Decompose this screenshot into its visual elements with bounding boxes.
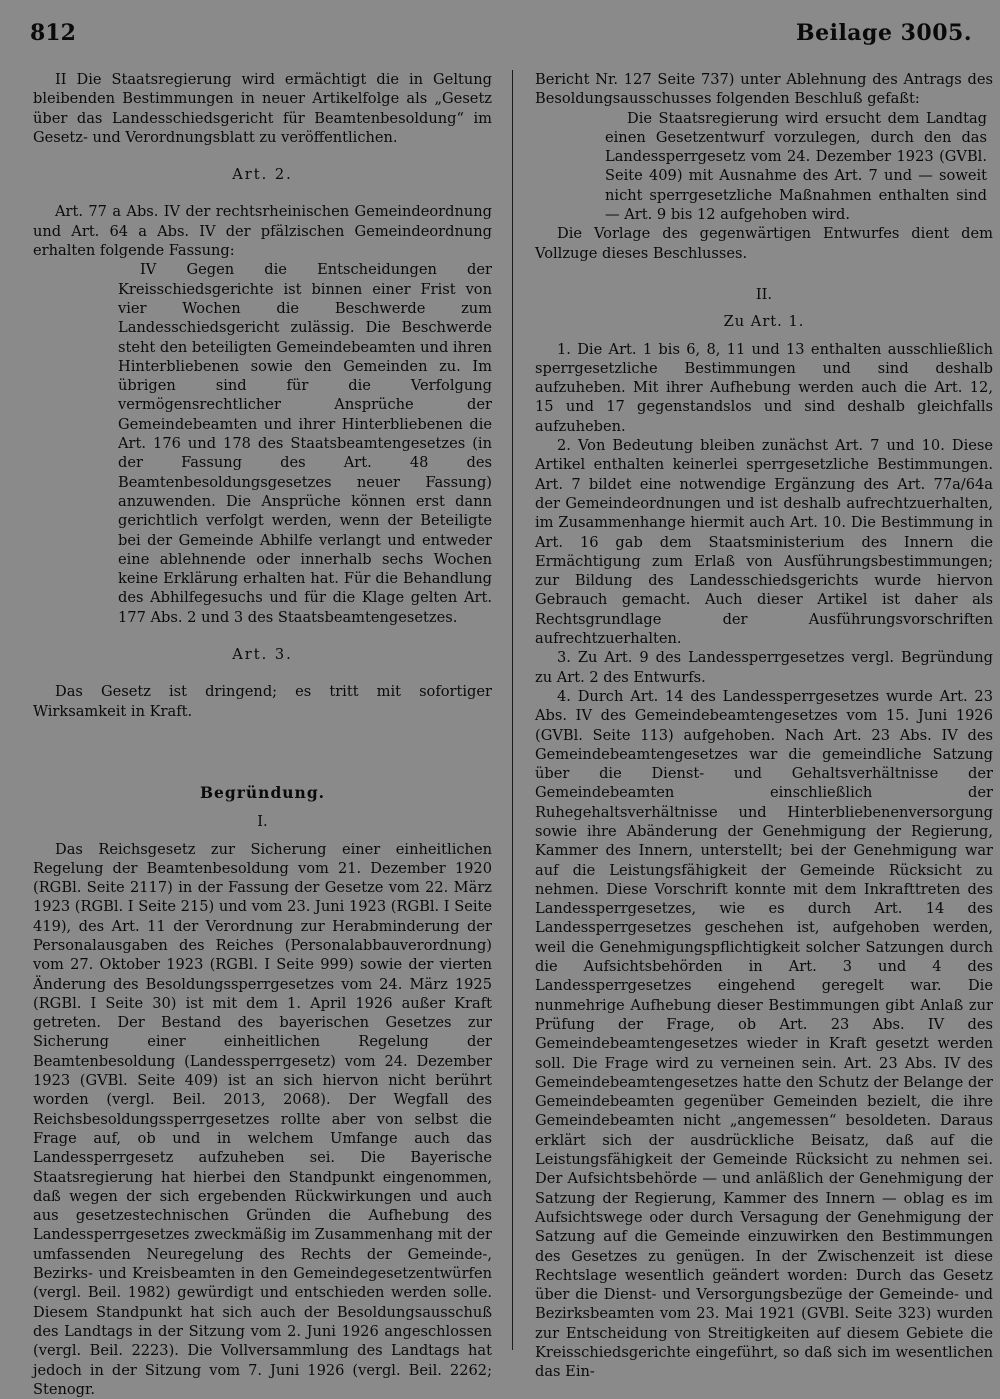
left-column: [33, 70, 492, 1399]
article-2-heading: Art. 2.: [33, 165, 492, 184]
paragraph-item-3: 3. Zu Art. 9 des Landessperrgesetzes vergl. Begründung zu Art. 2 des Entwurfs.: [535, 648, 993, 687]
paragraph-law-section-ii: II Die Staatsregierung wird ermächtigt die in Geltung bleibenden Bestimmungen in neuer Artikelfolge als „Gesetz über das Landesschiedsgericht für Beamtenbesoldung“ im Gesetz- und Verordnungsblatt zu veröffentlichen.: [33, 70, 492, 147]
roman-section-i: I.: [33, 812, 492, 831]
roman-section-ii: II.: [535, 285, 993, 304]
quoted-resolution: Die Staatsregierung wird ersucht dem Landtag einen Gesetzentwurf vorzulegen, durch den das Landessperrgesetz vom 24. Dezember 1923 (GVBl. Seite 409) mit Ausnahme des Art. 7 und — soweit nicht sperrgesetzliche Maßnahmen enthalten sind — Art. 9 bis 12 aufgehoben wird.: [605, 109, 987, 225]
zu-art-1-heading: Zu Art. 1.: [535, 312, 993, 331]
page-header: [30, 20, 972, 50]
paragraph-art2-intro: Art. 77 a Abs. IV der rechtsrheinischen Gemeindeordnung und Art. 64 a Abs. IV der pfälzischen Gemeindeordnung erhalten folgende Fassung:: [33, 202, 492, 260]
begruendung-heading: Begründung.: [33, 783, 492, 802]
paragraph-art3: Das Gesetz ist dringend; es tritt mit sofortiger Wirksamkeit in Kraft.: [33, 682, 492, 721]
running-title: Beilage 3005.: [796, 20, 972, 46]
paragraph-bericht: Bericht Nr. 127 Seite 737) unter Ablehnung des Antrags des Besoldungsausschusses folgenden Beschluß gefaßt:: [535, 70, 993, 109]
article-3-heading: Art. 3.: [33, 645, 492, 664]
quoted-new-wording: IV Gegen die Entscheidungen der Kreisschiedsgerichte ist binnen einer Frist von vier Wochen die Beschwerde zum Landesschiedsgericht zulässig. Die Beschwerde steht den beteiligten Gemeindebeamten und ihren Hinterbliebenen sowie den Gemeinden zu. Im übrigen sind für die Verfolgung vermögensrechtlicher Ansprüche der Gemeindebeamten und ihrer Hinterbliebenen die Art. 176 und 178 des Staatsbeamtengesetzes (in der Fassung des Art. 48 des Beamtenbesoldungsgesetzes neuer Fassung) anzuwenden. Die Ansprüche können erst dann gerichtlich verfolgt werden, wenn der Beteiligte bei der Gemeinde Abhilfe verlangt und entweder eine ablehnende oder innerhalb sechs Wochen keine Erklärung erhalten hat. Für die Behandlung des Abhilfegesuchs und für die Klage gelten Art. 177 Abs. 2 und 3 des Staatsbeamtengesetzes.: [118, 260, 492, 627]
paragraph-item-4: 4. Durch Art. 14 des Landessperrgesetzes wurde Art. 23 Abs. IV des Gemeindebeamtengesetzes vom 15. Juni 1926 (GVBl. Seite 113) aufgehoben. Nach Art. 23 Abs. IV des Gemeindebeamtengesetzes war die gemeindliche Satzung über die Dienst- und Gehaltsverhältnisse der Gemeindebeamten einschließlich der Ruhegehaltsverhältnisse und Hinterbliebenenversorgung sowie ihre Abänderung der Genehmigung der Regierung, Kammer des Innern, unterstellt; bei der Genehmigung war auf die Leistungsfähigkeit der Gemeinde Rücksicht zu nehmen. Diese Vorschrift konnte mit dem Inkrafttreten des Landessperrgesetzes, wie es durch Art. 14 des Landessperrgesetzes geschehen ist, aufgehoben werden, weil die Genehmigungspflichtigkeit solcher Satzungen durch die Aufsichtsbehörden in Art. 3 und 4 des Landessperrgesetzes eingehend geregelt war. Die nunmehrige Aufhebung dieser Bestimmungen gibt Anlaß zur Prüfung der Frage, ob Art. 23 Abs. IV des Gemeindebeamtengesetzes wieder in Kraft gesetzt werden soll. Die Frage wird zu verneinen sein. Art. 23 Abs. IV des Gemeindebeamtengesetzes hatte den Schutz der Belange der Gemeindebeamten gegenüber Gemeinden bezielt, die ihre Gemeindebeamten nicht „angemessen“ besoldeten. Daraus erklärt sich der ausdrückliche Beisatz, daß auf die Leistungsfähigkeit der Gemeinde Rücksicht zu nehmen sei. Der Aufsichtsbehörde — und anläßlich der Genehmigung der Satzung der Regierung, Kammer des Innern — oblag es im Aufsichtswege oder durch Versagung der Genehmigung der Satzung auf die Gemeinde einzuwirken den Bestimmungen des Gesetzes zu genügen. In der Zwischenzeit ist diese Rechtslage wesentlich geändert worden: Durch das Gesetz über die Dienst- und Versorgungsbezüge der Gemeinde- und Bezirksbeamten vom 23. Mai 1921 (GVBl. Seite 323) wurden zur Entscheidung von Streitigkeiten auf diesem Gebiete die Kreisschiedsgerichte eingeführt, so daß sich im wesentlichen das Ein-: [535, 687, 993, 1382]
paragraph-item-1: 1. Die Art. 1 bis 6, 8, 11 und 13 enthalten ausschließlich sperrgesetzliche Bestimmungen und sind deshalb aufzuheben. Mit ihrer Aufhebung werden auch die Art. 12, 15 und 17 gegenstandslos und sind deshalb gleichfalls aufzuheben.: [535, 340, 993, 436]
right-column: [535, 70, 993, 1382]
paragraph-item-2: 2. Von Bedeutung bleiben zunächst Art. 7 und 10. Diese Artikel enthalten keinerlei sperrgesetzliche Bestimmungen. Art. 7 bildet eine notwendige Ergänzung des Art. 77a/64a der Gemeindeordnungen und ist deshalb aufrechtzuerhalten, im Zusammenhange hiermit auch Art. 10. Die Bestimmung in Art. 16 gab dem Staatsministerium des Innern die Ermächtigung zum Erlaß von Ausführungsbestimmungen; zur Bildung des Landesschiedsgerichts wurde hiervon Gebrauch gemacht. Auch dieser Artikel ist daher als Rechtsgrundlage der Ausführungsvorschriften aufrechtzuerhalten.: [535, 436, 993, 648]
column-divider: [512, 70, 513, 1350]
paragraph-reichsgesetz: Das Reichsgesetz zur Sicherung einer einheitlichen Regelung der Beamtenbesoldung vom 21. Dezember 1920 (RGBl. Seite 2117) in der Fassung der Gesetze vom 22. März 1923 (RGBl. I Seite 215) und vom 23. Juni 1923 (RGBl. I Seite 419), des Art. 11 der Verordnung zur Herabminderung der Personalausgaben des Reiches (Personalabbauverordnung) vom 27. Oktober 1923 (RGBl. I Seite 999) sowie der vierten Änderung des Besoldungssperrgesetzes vom 24. März 1925 (RGBl. I Seite 30) ist mit dem 1. April 1926 außer Kraft getreten. Der Bestand des bayerischen Gesetzes zur Sicherung einer einheitlichen Regelung der Beamtenbesoldung (Landessperrgesetz) vom 24. Dezember 1923 (GVBl. Seite 409) ist an sich hiervon nicht berührt worden (vergl. Beil. 2013, 2068). Der Wegfall des Reichsbesoldungssperrgesetzes rollte aber von selbst die Frage auf, ob und in welchem Umfange auch das Landessperrgesetz aufzuheben sei. Die Bayerische Staatsregierung hat hierbei den Standpunkt eingenommen, daß wegen der sich ergebenden Rückwirkungen und auch aus gesetzestechnischen Gründen die Aufhebung des Landessperrgesetzes zweckmäßig im Zusammenhang mit der umfassenden Neuregelung des Rechts der Gemeinde-, Bezirks- und Kreisbeamten in den Gemeindegesetzentwürfen (vergl. Beil. 1982) gewürdigt und entschieden werden solle. Diesem Standpunkt hat sich auch der Besoldungsausschuß des Landtags in der Sitzung vom 2. Juni 1926 angeschlossen (vergl. Beil. 2223). Die Vollversammlung des Landtags hat jedoch in der Sitzung vom 7. Juni 1926 (vergl. Beil. 2262; Stenogr.: [33, 840, 492, 1399]
page-number: 812: [30, 20, 76, 46]
paragraph-vorlage: Die Vorlage des gegenwärtigen Entwurfes dient dem Vollzuge dieses Beschlusses.: [535, 224, 993, 263]
